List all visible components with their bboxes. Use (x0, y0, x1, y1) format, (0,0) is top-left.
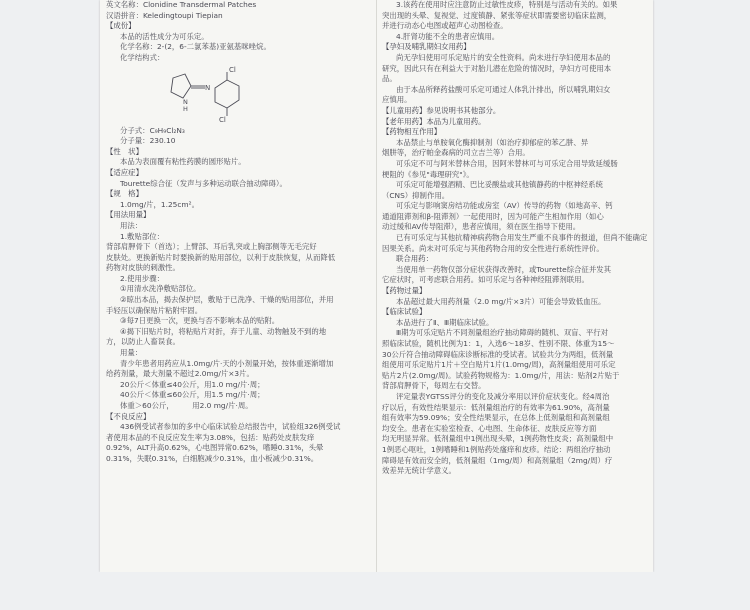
right-column (382, 0, 648, 477)
text-line: ④揭下旧贴片时，将粘贴片对折，弃于儿童、动物触及不到的地 (120, 326, 327, 336)
section-heading: 【用法用量】 (106, 210, 151, 220)
text-line: 障碍是有效而安全的，低剂量组（1mg/周）和高剂量组（2mg/周）疗 (382, 455, 613, 465)
text-line: 均安全。患者在实验室检查、心电图、生命体征、皮肤反应等方面 (382, 423, 597, 433)
struct-label-n: N (205, 83, 211, 92)
text-line: Ⅲ期为可乐定贴片不同剂量组治疗抽动障碍的随机、双盲、平行对 (396, 328, 609, 338)
section-heading: 【老年用药】本品为儿童用药。 (382, 116, 486, 126)
text-line: 方，以防止人畜误食。 (106, 337, 180, 347)
text-line: 本品为表面覆有粘性药膜的圆形贴片。 (120, 157, 246, 167)
text-line: 贴片2片(2.0mg/周)。试验药物规格为：1.0mg/片，用法：贴剂2片贴于 (382, 370, 620, 380)
text-line: 照临床试验，随机比例为1：1，入选6～18岁、性别不限、体重为15～ (382, 339, 615, 348)
text-line: 化学名称：2-(2，6-二氯苯基)亚氨基咪唑烷。 (120, 42, 271, 52)
text-line: 汉语拼音：Keledingtoupi Tiepian (106, 10, 223, 20)
text-line: 0.92%，ALT升高0.62%，心电图异常0.62%，嗜睡0.31%，头晕 (106, 443, 324, 453)
page-background (0, 572, 750, 610)
text-line: 英文名称：Clonidine Transdermal Patches (106, 0, 257, 9)
text-line: 给药剂量，最大剂量不超过2.0mg/片×3片。 (106, 369, 254, 379)
left-column (106, 0, 370, 465)
text-line: 体重＞60公斤， 用2.0 mg/片·周。 (120, 401, 253, 410)
text-line: 可乐定可能增强酒精、巴比妥酸盐或其他镇静药的中枢神经系统 (396, 180, 603, 190)
text-line: 3.该药在使用时应注意防止过敏性皮疹，特别是与活动有关的。如果 (396, 0, 618, 9)
chemical-structure (106, 66, 370, 124)
text-line: 2.使用步骤： (120, 273, 165, 283)
text-line: 梗阻的《参见"毒理研究"》。 (382, 169, 474, 179)
text-line: 已有可乐定与其他抗精神病药物合用发生严重不良事件的报道，但尚不能确定 (396, 233, 648, 243)
text-line: 尚无孕妇使用可乐定贴片的安全性资料。尚未进行孕妇使用本品的 (396, 52, 611, 62)
column-divider (376, 0, 377, 572)
section-heading: 【适应症】 (106, 167, 143, 177)
text-line: 皮肤处。更换新贴片时要换新的贴用部位，以利于皮肤恢复，从而降低 (106, 252, 336, 262)
text-line: 用量： (120, 348, 143, 358)
text-line: 1.敷贴部位： (120, 231, 165, 241)
struct-label-nh: N (183, 97, 188, 106)
text-line: 由于本品所释药盐酸可乐定可通过人体乳汁排出，所以哺乳期妇女 (396, 84, 611, 94)
text-line: 1.0mg/片，1.25cm²。 (120, 199, 199, 209)
text-line: 并进行动态心电图或超声心动图检查。 (382, 21, 508, 31)
section-heading: 【临床试验】 (382, 307, 427, 317)
text-line: 1例恶心呕吐，1例嗜睡和1例贴药处瘙痒和皮疹。结论：两组治疗抽动 (382, 444, 611, 454)
text-line: 可乐定不可与阿米替林合用，因阿米替林可与可乐定合用导致延缓肠 (396, 158, 618, 168)
text-line: 40公斤＜体重≤60公斤，用1.5 mg/片·周； (120, 390, 265, 400)
text-line: 组有效率为59.09%；安全性结果显示，在总体上低剂量组和高剂量组 (382, 413, 610, 423)
document-page (100, 0, 653, 572)
text-line: 背部肩胛骨下（首选）；上臂部、耳后乳突或上胸部侧等无毛完好 (106, 242, 317, 252)
section-heading: 【成份】 (106, 21, 136, 31)
text-line: Tourette综合征（发声与多种运动联合抽动障碍）。 (120, 178, 287, 188)
struct-label-cl-bottom: Cl (219, 115, 226, 124)
text-line: 可乐定与影响窦房结功能或房室（AV）传导的药物（如地高辛、钙 (396, 201, 613, 211)
section-heading: 【孕妇及哺乳期妇女用药】 (382, 42, 471, 52)
section-heading: 【规 格】 (106, 189, 143, 199)
text-line: 突出现的头晕、复视觉、过度镇静、紧张等症状即需要密切临床监测， (382, 10, 612, 20)
text-line: 它症状时，可考虑联合用药。如可乐定与各种神经阻滞剂联用。 (382, 275, 589, 285)
section-heading: 【儿童用药】参见说明书其他部分。 (382, 105, 501, 115)
text-line: 本品进行了Ⅱ、Ⅲ期临床试验。 (396, 317, 494, 327)
text-line: 背部肩胛骨下，每周左右交替。 (382, 381, 486, 391)
section-heading: 【药物相互作用】 (382, 127, 442, 137)
text-line: 评定量表YGTSS评分的变化及减分率用以评价症状变化。经4周治 (396, 391, 610, 401)
text-line: 者使用本品的不良反应发生率为3.08%，包括：贴药处皮肤发痒 (106, 432, 315, 442)
section-heading: 【性 状】 (106, 146, 143, 156)
text-line: 本品超过最大用药剂量（2.0 mg/片×3片）可能会导致低血压。 (396, 296, 606, 306)
text-line: 20公斤＜体重≤40公斤，用1.0 mg/片·周； (120, 379, 265, 389)
text-line: 化学结构式： (120, 52, 165, 62)
text-line: 30公斤符合抽动障碍临床诊断标准的受试者。试验共分为两组，低剂量 (382, 349, 614, 359)
text-line: 青少年患者用药应从1.0mg/片·天的小剂量开始，按体重逐渐增加 (120, 358, 334, 368)
text-line: ③每7日更换一次，更换与否不影响本品的贴附。 (120, 316, 280, 326)
text-line: 品。 (382, 74, 397, 84)
struct-label-h: H (183, 104, 188, 113)
text-line: 疗以后，有效性结果显示：低剂量组治疗的有效率为61.90%，高剂量 (382, 402, 610, 412)
text-line: 0.31%，失眠0.31%，白细胞减少0.31%，血小板减少0.31%。 (106, 453, 319, 463)
text-line: 组使用可乐定贴片1片＋空白贴片1片(1.0mg/周)，高剂量组使用可乐定 (382, 360, 616, 370)
text-line: 当使用单一药物仅部分症状获得改善时，或Tourette综合征并发其 (396, 264, 611, 274)
text-line: 用法： (120, 220, 143, 230)
text-line: 烟肼等，治疗帕金森病的司立吉兰等）合用。 (382, 148, 530, 158)
text-line: 因果关系。尚未对可乐定与其他药物合用的安全性进行系统性评价。 (382, 243, 604, 253)
text-line: 均无明显异常。低剂量组中1例出现头晕，1例药物性皮炎；高剂量组中 (382, 434, 614, 444)
text-line: 研究，因此只有在利益大于对胎儿潜在危险的情况时，孕妇方可使用本 (382, 63, 612, 73)
text-line: （CNS）抑制作用。 (382, 190, 450, 200)
text-line: 动过缓和AV传导阻滞），患者应慎用，须在医生指导下使用。 (382, 222, 581, 232)
text-line: 分子量：230.10 (120, 136, 176, 146)
text-line: 应慎用。 (382, 95, 412, 105)
text-line: 分子式：C₉H₉Cl₂N₃ (120, 125, 185, 135)
text-line: 通道阻滞剂和β-阻滞剂）一起使用时，因为可能产生相加作用（如心 (382, 211, 604, 221)
text-line: 药物对皮肤的刺激性。 (106, 263, 180, 273)
text-line: 436例受试者参加的多中心临床试验总结报告中，试验组326例受试 (120, 422, 341, 432)
section-heading: 【不良反应】 (106, 411, 151, 421)
text-line: 手轻压以确保贴片粘附牢固。 (106, 305, 203, 315)
text-line: 本品禁止与单胺氧化酶抑制剂（如治疗抑郁症的苯乙肼、异 (396, 137, 589, 147)
section-heading: 【药物过量】 (382, 286, 427, 296)
text-line: 效差异无统计学意义。 (382, 466, 456, 476)
subsection-heading: 联合用药： (396, 254, 433, 264)
text-line: 本品的活性成分为可乐定。 (120, 31, 209, 41)
text-line: 4.肝肾功能不全的患者应慎用。 (396, 31, 500, 41)
struct-label-cl-top: Cl (229, 65, 236, 74)
text-line: ②晾出本品，揭去保护层，敷贴于已洗净、干燥的贴用部位，并用 (120, 295, 334, 305)
text-line: ①用清水洗净敷贴部位。 (120, 284, 201, 294)
